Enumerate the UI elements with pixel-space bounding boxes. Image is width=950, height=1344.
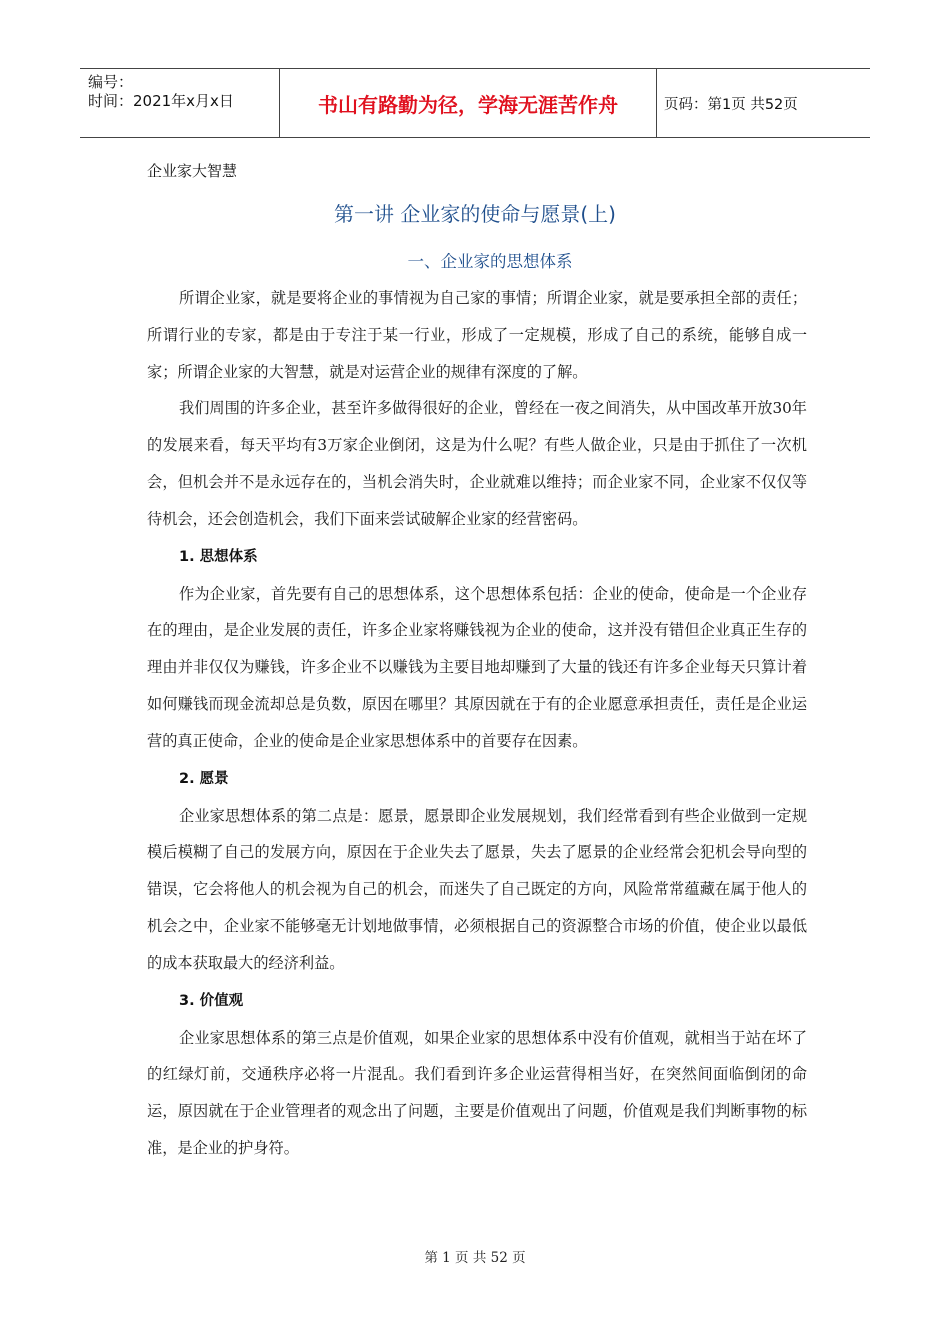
paragraph: 所谓企业家，就是要将企业的事情视为自己家的事情；所谓企业家，就是要承担全部的责任；所谓行业的专家，都是由于专注于某一行业，形成了一定规模，形成了自己的系统，能够自成一家；所谓企业家的大智慧，就是对运营企业的规律有深度的了解。 (147, 289, 807, 381)
number-label: 编号： (88, 73, 134, 91)
header-motto: 书山有路勤为径，学海无涯苦作舟 (318, 92, 618, 117)
document-label: 企业家大智慧 (147, 162, 238, 180)
section-heading: 2. 愿景 (179, 770, 229, 787)
paragraph: 作为企业家，首先要有自己的思想体系，这个思想体系包括：企业的使命，使命是一个企业存在的理由，是企业发展的责任，许多企业家将赚钱视为企业的使命，这并没有错但企业真正生存的理由并非仅仅为赚钱，许多企业不以赚钱为主要目地却赚到了大量的钱还有许多企业每天只算计着如何赚钱而现金流却总是负数，原因在哪里？其原因就在于有的企业愿意承担责任，责任是企业运营的真正使命，企业的使命是企业家思想体系中的首要存在因素。 (147, 584, 807, 750)
section-heading: 3. 价值观 (179, 992, 244, 1009)
header-meta (88, 73, 234, 111)
time-label: 时间：2021年x月x日 (88, 92, 234, 110)
header-page-code: 页码：第1页 共52页 (664, 96, 798, 113)
page-footer: 第 1 页 共 52 页 (424, 1250, 526, 1266)
paragraph: 企业家思想体系的第三点是价值观，如果企业家的思想体系中没有价值观，就相当于站在坏了的红绿灯前，交通秩序必将一片混乱。我们看到许多企业运营得相当好，在突然间面临倒闭的命运，原因就在于企业管理者的观念出了问题，主要是价值观出了问题，价值观是我们判断事物的标准，是企业的护身符。 (147, 1028, 807, 1157)
paragraph: 企业家思想体系的第二点是：愿景，愿景即企业发展规划，我们经常看到有些企业做到一定规模后模糊了自己的发展方向，原因在于企业失去了愿景，失去了愿景的企业经常会犯机会导向型的错误，它会将他人的机会视为自己的机会，而迷失了自己既定的方向，风险常常蕴藏在属于他人的机会之中，企业家不能够毫无计划地做事情，必须根据自己的资源整合市场的价值，使企业以最低的成本获取最大的经济利益。 (147, 806, 807, 972)
document-body (147, 280, 807, 1167)
section-heading: 1. 思想体系 (179, 548, 258, 565)
page-title: 第一讲 企业家的使命与愿景(上) (334, 202, 616, 226)
section-subtitle: 一、企业家的思想体系 (407, 252, 573, 271)
document-header (80, 68, 870, 138)
paragraph: 我们周围的许多企业，甚至许多做得很好的企业，曾经在一夜之间消失，从中国改革开放30年的发展来看，每天平均有3万家企业倒闭，这是为什么呢？有些人做企业，只是由于抓住了一次机会，但机会并不是永远存在的，当机会消失时，企业就难以维持；而企业家不同，企业家不仅仅等待机会，还会创造机会，我们下面来尝试破解企业家的经营密码。 (147, 399, 807, 528)
header-divider (656, 69, 657, 137)
